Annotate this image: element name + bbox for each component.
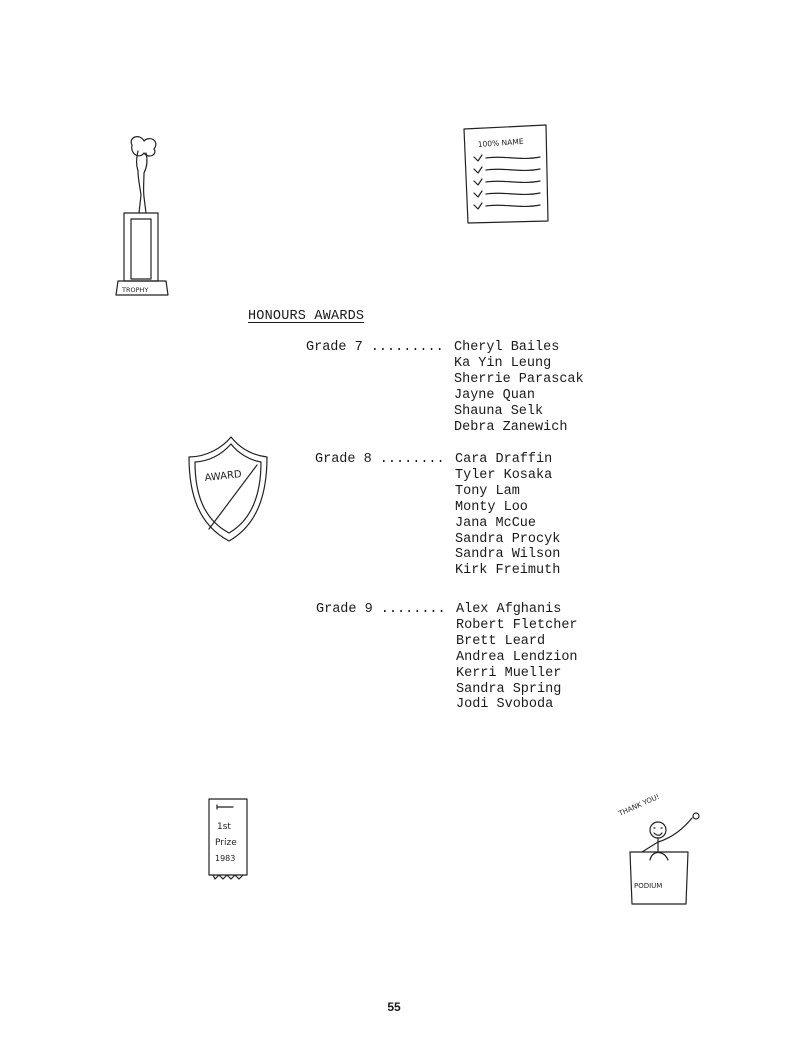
podium-label: PODIUM (634, 882, 663, 890)
ribbon-label-2: Prize (215, 838, 237, 848)
honour-name: Cara Draffin (455, 452, 553, 467)
honour-name: Shauna Selk (454, 403, 544, 419)
trophy-label: TROPHY (122, 286, 149, 294)
grade-label: Grade 9 ........ (316, 602, 446, 617)
paper-label: 100% NAME (477, 136, 524, 149)
grade-7-names (454, 340, 584, 435)
honour-name: Brett Leard (456, 633, 546, 649)
honour-name: Sherrie Parascak (454, 371, 584, 387)
honour-name: Alex Afghanis (456, 602, 562, 617)
honour-name: Sandra Wilson (455, 547, 561, 563)
honour-name: Tyler Kosaka (455, 467, 553, 483)
trophy-illustration (110, 135, 180, 300)
ribbon-label-1: 1st (217, 822, 231, 832)
honour-name: Jayne Quan (454, 387, 536, 403)
honour-name: Kirk Freimuth (455, 563, 561, 579)
ribbon-label-3: 1983 (215, 854, 236, 863)
honour-name: Debra Zanewich (454, 419, 568, 435)
first-prize-ribbon-illustration (205, 795, 255, 880)
honour-name: Cheryl Bailes (454, 340, 560, 355)
honour-name: Tony Lam (455, 483, 520, 499)
honour-name: Kerri Mueller (456, 665, 562, 681)
grade-9-names (456, 602, 578, 713)
grade-label: Grade 8 ........ (315, 452, 445, 467)
honour-name: Jodi Svoboda (456, 697, 554, 713)
award-shield-illustration (185, 435, 270, 545)
grade-8-names (455, 452, 560, 579)
honour-name: Monty Loo (455, 499, 528, 515)
page-number: 55 (387, 1000, 401, 1014)
test-paper-illustration (462, 125, 552, 225)
honour-name: Jana McCue (455, 515, 537, 531)
honour-name: Sandra Spring (456, 681, 562, 697)
honour-name: Sandra Procyk (455, 531, 561, 547)
honour-name: Ka Yin Leung (454, 355, 552, 371)
thanks-label: THANK YOU! (617, 792, 661, 818)
honour-name: Andrea Lendzion (456, 649, 578, 665)
shield-label: AWARD (204, 469, 243, 484)
thank-you-podium-illustration (612, 780, 712, 910)
grade-label: Grade 7 ......... (306, 340, 444, 355)
honours-awards-heading: HONOURS AWARDS (248, 309, 365, 324)
honour-name: Robert Fletcher (456, 617, 578, 633)
